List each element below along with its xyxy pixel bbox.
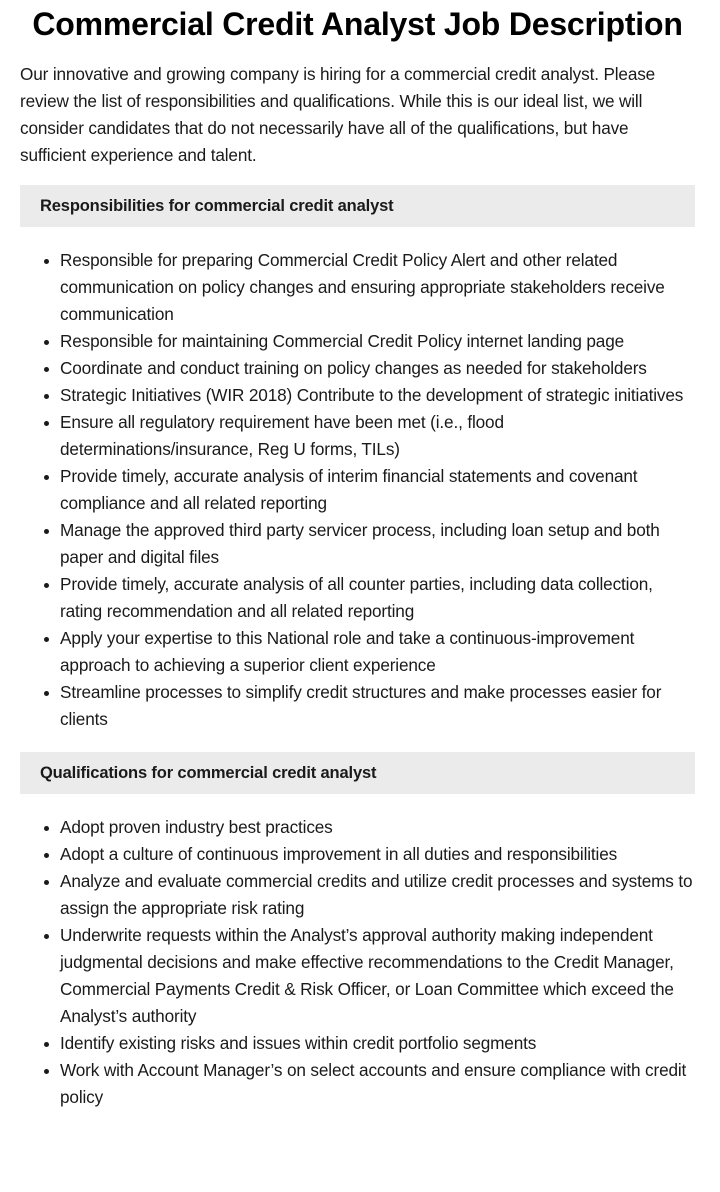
list-item: Apply your expertise to this National role and take a continuous-improvement approach to achieving a superior client experience — [60, 625, 695, 679]
list-item: Provide timely, accurate analysis of all counter parties, including data collection, rating recommendation and all related reporting — [60, 571, 695, 625]
list-item: Provide timely, accurate analysis of interim financial statements and covenant compliance and all related reporting — [60, 463, 695, 517]
qualifications-heading: Qualifications for commercial credit analyst — [20, 752, 695, 794]
responsibilities-list — [20, 247, 695, 733]
list-item: Adopt a culture of continuous improvement in all duties and responsibilities — [60, 841, 695, 868]
list-item: Identify existing risks and issues within credit portfolio segments — [60, 1030, 695, 1057]
list-item: Streamline processes to simplify credit structures and make processes easier for clients — [60, 679, 695, 733]
list-item: Work with Account Manager’s on select accounts and ensure compliance with credit policy — [60, 1057, 695, 1111]
list-item: Manage the approved third party servicer process, including loan setup and both paper and digital files — [60, 517, 695, 571]
list-item: Strategic Initiatives (WIR 2018) Contribute to the development of strategic initiatives — [60, 382, 695, 409]
intro-paragraph: Our innovative and growing company is hiring for a commercial credit analyst. Please review the list of responsibilities and qualifications. While this is our ideal list, we will consider candidates that do not necessarily have all of the qualifications, but have sufficient experience and talent. — [20, 64, 656, 165]
page-title: Commercial Credit Analyst Job Description — [32, 6, 683, 42]
responsibilities-heading: Responsibilities for commercial credit analyst — [20, 185, 695, 227]
qualifications-list — [20, 814, 695, 1111]
list-item: Analyze and evaluate commercial credits and utilize credit processes and systems to assign the appropriate risk rating — [60, 868, 695, 922]
list-item: Adopt proven industry best practices — [60, 814, 695, 841]
list-item: Coordinate and conduct training on policy changes as needed for stakeholders — [60, 355, 695, 382]
list-item: Responsible for preparing Commercial Credit Policy Alert and other related communication on policy changes and ensuring appropriate stakeholders receive communication — [60, 247, 695, 328]
list-item: Ensure all regulatory requirement have been met (i.e., flood determinations/insurance, Reg U forms, TILs) — [60, 409, 695, 463]
list-item: Responsible for maintaining Commercial Credit Policy internet landing page — [60, 328, 695, 355]
list-item: Underwrite requests within the Analyst’s approval authority making independent judgmental decisions and make effective recommendations to the Credit Manager, Commercial Payments Credit & Risk Officer, or Loan Committee which exceed the Analyst’s authority — [60, 922, 695, 1030]
